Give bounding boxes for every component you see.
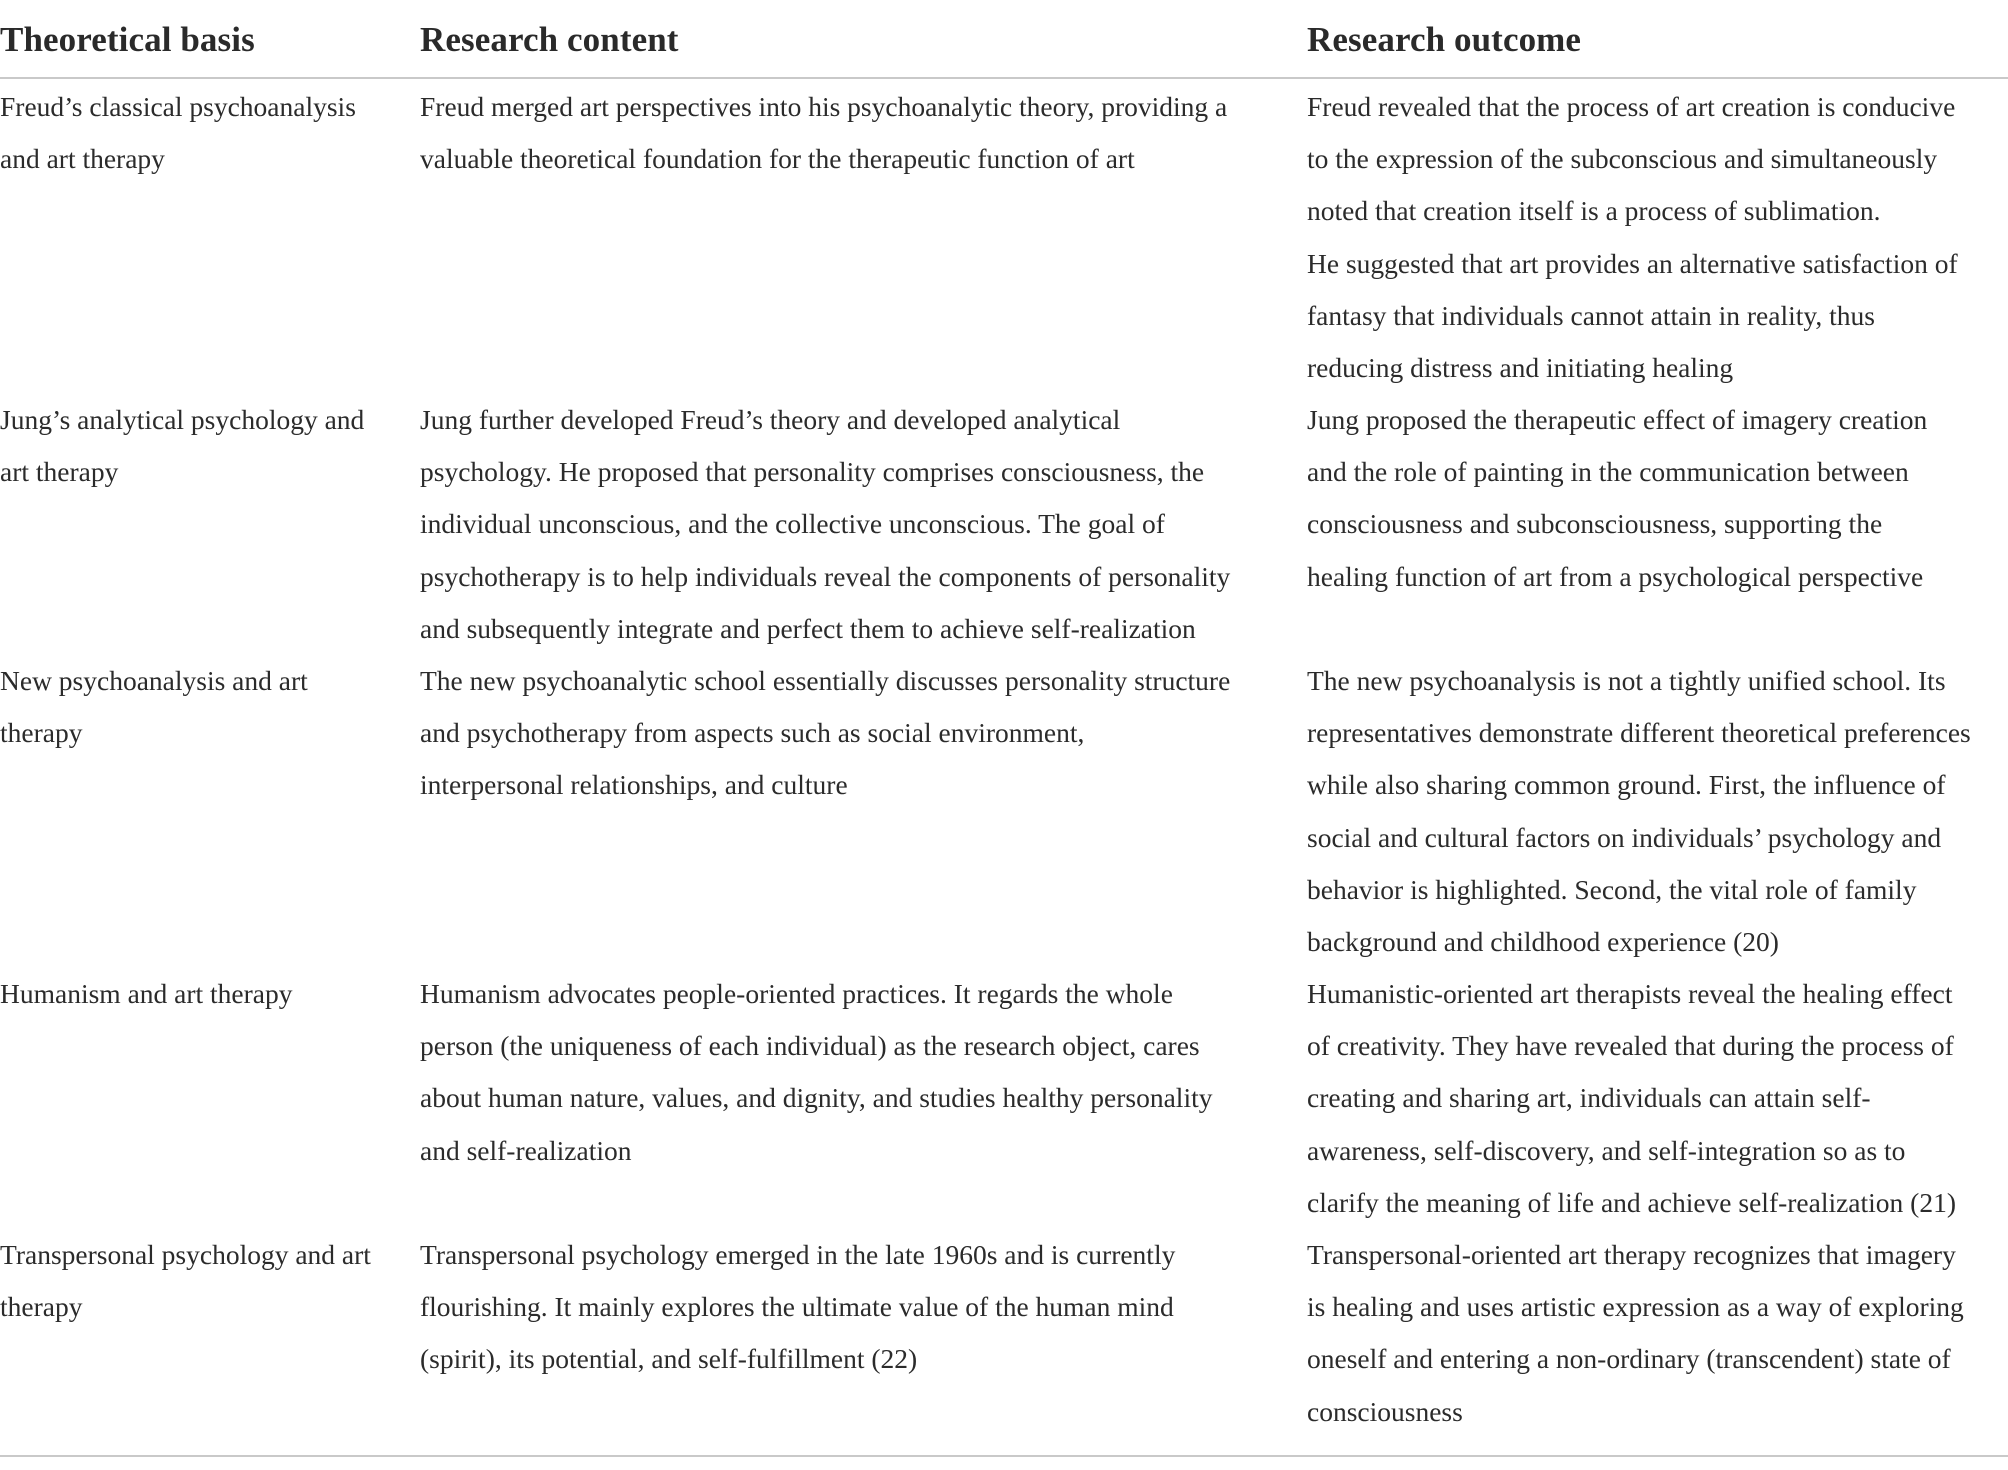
cell-text-line: valuable theoretical foundation for the therapeutic function of art bbox=[420, 143, 1135, 175]
cell-text-line: Jung proposed the therapeutic effect of imagery creation bbox=[1307, 404, 1928, 435]
table-row bbox=[0, 966, 2008, 1227]
cell-text-line: noted that creation itself is a process of sublimation. bbox=[1307, 195, 1881, 227]
cell-text-line: Freud revealed that the process of art creation is conducive bbox=[1307, 91, 1956, 122]
cell-research-outcome bbox=[1307, 1227, 2008, 1438]
cell-text-line: of creativity. They have revealed that during the process of bbox=[1307, 1030, 1954, 1062]
cell-text-line: and psychotherapy from aspects such as social environment, bbox=[420, 717, 1085, 749]
cell-research-content bbox=[420, 653, 1307, 968]
cell-text-line: to the expression of the subconscious and simultaneously bbox=[1307, 143, 1938, 175]
cell-text-line: consciousness and subconsciousness, supporting the bbox=[1307, 508, 1883, 540]
cell-text-line: psychotherapy is to help individuals reveal the components of personality bbox=[420, 560, 1231, 592]
cell-text-line: consciousness bbox=[1307, 1395, 1463, 1427]
cell-text-line: Jung’s analytical psychology and bbox=[0, 404, 365, 435]
cell-text-line: awareness, self-discovery, and self-integration so as to bbox=[1307, 1134, 1906, 1166]
cell-text-line: and self-realization bbox=[420, 1134, 632, 1166]
table-header-row bbox=[0, 0, 2008, 79]
cell-text-line: and art therapy bbox=[0, 143, 165, 175]
cell-research-content bbox=[420, 966, 1307, 1229]
cell-text-line: art therapy bbox=[0, 456, 119, 488]
cell-research-content bbox=[420, 79, 1307, 394]
cell-text-line: Transpersonal psychology and art bbox=[0, 1239, 371, 1270]
cell-text-line: flourishing. It mainly explores the ultimate value of the human mind bbox=[420, 1291, 1174, 1323]
cell-text-line: about human nature, values, and dignity, and studies healthy personality bbox=[420, 1082, 1213, 1114]
header-theoretical-basis: Theoretical basis bbox=[0, 20, 255, 59]
cell-text-line: healing function of art from a psychological perspective bbox=[1307, 560, 1924, 592]
cell-text-line: and the role of painting in the communication between bbox=[1307, 456, 1909, 488]
cell-text-line: reducing distress and initiating healing bbox=[1307, 352, 1734, 384]
header-research-content: Research content bbox=[420, 20, 679, 59]
cell-text-line: Transpersonal-oriented art therapy recognizes that imagery bbox=[1307, 1239, 1956, 1270]
cell-text-line: The new psychoanalysis is not a tightly unified school. Its bbox=[1307, 665, 1946, 696]
cell-text-line: representatives demonstrate different theoretical preferences bbox=[1307, 717, 1971, 749]
cell-text-line: oneself and entering a non-ordinary (transcendent) state of bbox=[1307, 1343, 1951, 1375]
header-research-outcome: Research outcome bbox=[1307, 20, 1582, 59]
cell-theoretical-basis bbox=[0, 392, 420, 655]
cell-text-line: The new psychoanalytic school essentially discusses personality structure bbox=[420, 665, 1231, 696]
table-row bbox=[0, 653, 2008, 966]
cell-text-line: (spirit), its potential, and self-fulfillment (22) bbox=[420, 1343, 918, 1375]
table-row bbox=[0, 79, 2008, 392]
table-row bbox=[0, 392, 2008, 653]
cell-text-line: individual unconscious, and the collective unconscious. The goal of bbox=[420, 508, 1165, 540]
cell-text-line: is healing and uses artistic expression as a way of exploring bbox=[1307, 1291, 1964, 1323]
cell-text-line: psychology. He proposed that personality comprises consciousness, the bbox=[420, 456, 1205, 488]
cell-text-line: Humanism advocates people-oriented practices. It regards the whole bbox=[420, 978, 1173, 1009]
cell-text-line: Freud’s classical psychoanalysis bbox=[0, 91, 356, 122]
table-row bbox=[0, 1227, 2008, 1436]
cell-text-line: He suggested that art provides an alternative satisfaction of bbox=[1307, 247, 1958, 279]
cell-research-outcome bbox=[1307, 392, 2008, 655]
cell-research-outcome bbox=[1307, 79, 2008, 394]
cell-text-line: Freud merged art perspectives into his psychoanalytic theory, providing a bbox=[420, 91, 1228, 122]
cell-text-line: behavior is highlighted. Second, the vital role of family bbox=[1307, 873, 1917, 905]
cell-theoretical-basis bbox=[0, 1227, 420, 1438]
cell-research-outcome bbox=[1307, 653, 2008, 968]
cell-text-line: and subsequently integrate and perfect them to achieve self-realization bbox=[420, 612, 1196, 644]
cell-text-line: fantasy that individuals cannot attain in reality, thus bbox=[1307, 299, 1875, 331]
cell-text-line: clarify the meaning of life and achieve self-realization (21) bbox=[1307, 1186, 1956, 1218]
cell-text-line: background and childhood experience (20) bbox=[1307, 926, 1779, 958]
cell-text-line: Transpersonal psychology emerged in the late 1960s and is currently bbox=[420, 1239, 1176, 1270]
cell-text-line: interpersonal relationships, and culture bbox=[420, 769, 848, 801]
cell-theoretical-basis bbox=[0, 79, 420, 394]
cell-text-line: therapy bbox=[0, 717, 83, 749]
cell-text-line: New psychoanalysis and art bbox=[0, 665, 308, 696]
table-body bbox=[0, 79, 2008, 1436]
cell-research-content bbox=[420, 1227, 1307, 1438]
cell-text-line: social and cultural factors on individuals’ psychology and bbox=[1307, 821, 1942, 853]
cell-research-content bbox=[420, 392, 1307, 655]
cell-research-outcome bbox=[1307, 966, 2008, 1229]
cell-text-line: while also sharing common ground. First, the influence of bbox=[1307, 769, 1946, 801]
cell-text-line: Humanistic-oriented art therapists reveal the healing effect bbox=[1307, 978, 1953, 1009]
table-bottom-rule bbox=[0, 1455, 2008, 1457]
cell-text-line: person (the uniqueness of each individual) as the research object, cares bbox=[420, 1030, 1200, 1062]
cell-text-line: Humanism and art therapy bbox=[0, 978, 293, 1009]
cell-theoretical-basis bbox=[0, 966, 420, 1229]
cell-text-line: therapy bbox=[0, 1291, 83, 1323]
cell-text-line: creating and sharing art, individuals can attain self- bbox=[1307, 1082, 1871, 1114]
cell-text-line: Jung further developed Freud’s theory and developed analytical bbox=[420, 404, 1121, 435]
cell-theoretical-basis bbox=[0, 653, 420, 968]
